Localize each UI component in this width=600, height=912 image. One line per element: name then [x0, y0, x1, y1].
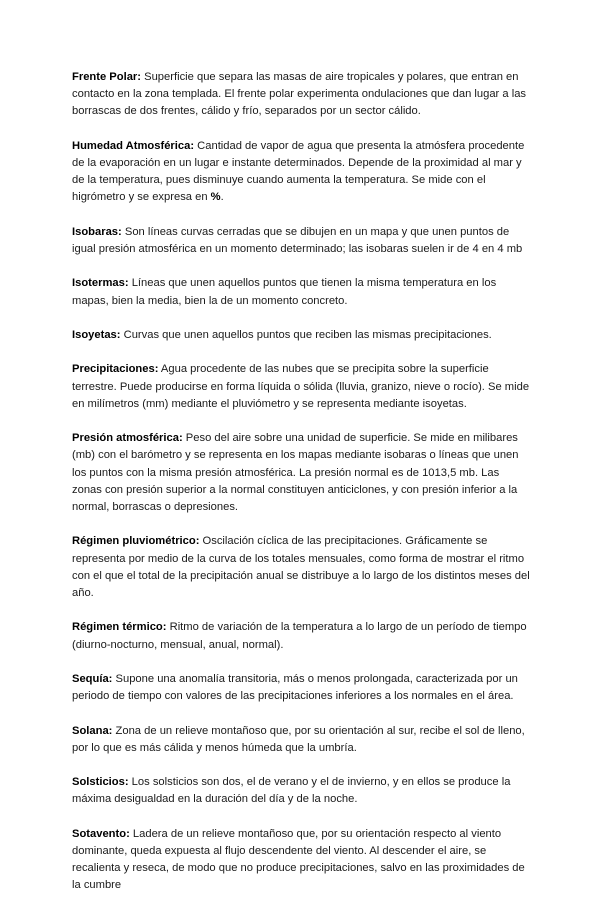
- glossary-entry-isoyetas: [72, 327, 532, 344]
- glossary-definition: Oscilación cíclica de las precipitaciones. Gráficamente se representa por medio de la curva de los totales mensuales, como forma de mostrar el ritmo con el que el total de la precipitación anual se distribuye a lo largo de los distintos meses del año.: [72, 535, 530, 599]
- glossary-entry-solana: [72, 723, 532, 757]
- glossary-term: Presión atmosférica:: [72, 432, 183, 445]
- glossary-term: Régimen pluviométrico:: [72, 535, 200, 548]
- glossary-entry-frente-polar: [72, 69, 532, 121]
- glossary-entry-isobaras: [72, 224, 532, 258]
- glossary-definition: Son líneas curvas cerradas que se dibujen en un mapa y que unen puntos de igual presión atmosférica en un momento determinado; las isobaras suelen ir de 4 en 4 mb: [72, 225, 523, 255]
- glossary-term: Sequía:: [72, 672, 113, 685]
- glossary-entry-solsticios: [72, 774, 532, 808]
- glossary-definition: Ladera de un relieve montañoso que, por su orientación respecto al viento dominante, queda expuesta al flujo descendente del viento. Al descender el aire, se recalienta y reseca, de modo que no produce precipitaciones, salvo en las proximidades de la cumbre: [72, 827, 525, 892]
- glossary-definition: Los solsticios son dos, el de verano y el de invierno, y en ellos se produce la máxima desigualdad en la duración del día y de la noche.: [72, 776, 511, 806]
- glossary-term: Solana:: [72, 724, 113, 737]
- glossary-definition: Ritmo de variación de la temperatura a lo largo de un período de tiempo (diurno-nocturno, mensual, anual, normal).: [72, 621, 527, 651]
- glossary-entry-sequia: [72, 671, 532, 705]
- glossary-entry-isotermas: [72, 275, 532, 309]
- glossary-term: Precipitaciones:: [72, 363, 159, 376]
- glossary-term: Humedad Atmosférica:: [72, 139, 195, 152]
- glossary-term: Frente Polar:: [72, 71, 142, 83]
- glossary-entry-precipitaciones: [72, 361, 532, 413]
- percent-symbol: %: [210, 191, 221, 204]
- glossary-entry-sotavento: [72, 826, 532, 895]
- glossary-definition: Peso del aire sobre una unidad de superficie. Se mide en milibares (mb) con el barómetro y se representa en los mapas mediante isobaras o líneas que unen los puntos con la misma presión atmosférica. La presión normal es de 1013,5 mb. Las zonas con presión superior a la normal constituyen anticiclones, y con presión inferior a la normal, borrascas o depresiones.: [72, 432, 519, 513]
- glossary-definition: Agua procedente de las nubes que se precipita sobre la superficie terrestre. Puede producirse en forma líquida o sólida (lluvia, granizo, nieve o rocío). Se mide en milímetros (mm) mediante el pluviómetro y se representa mediante isoyetas.: [72, 363, 530, 410]
- glossary-definition: Líneas que unen aquellos puntos que tienen la misma temperatura en los mapas, bien la media, bien la de un momento concreto.: [72, 277, 497, 307]
- glossary-definition: Curvas que unen aquellos puntos que reciben las mismas precipitaciones.: [120, 328, 492, 341]
- glossary-definition: Superficie que separa las masas de aire tropicales y polares, que entran en contacto en la zona templada. El frente polar experimenta ondulaciones que dan lugar a las borrascas de dos frentes, cálido y frío, separados por un sector cálido.: [72, 71, 527, 118]
- glossary-definition-end: .: [220, 191, 224, 204]
- glossary-entry-regimen-termico: [72, 619, 532, 653]
- glossary-term: Solsticios:: [72, 776, 129, 789]
- glossary-entry-presion-atmosferica: [72, 430, 532, 516]
- glossary-entry-humedad-atmosferica: [72, 138, 532, 207]
- glossary-term: Isotermas:: [72, 277, 129, 290]
- glossary-definition: Supone una anomalía transitoria, más o menos prolongada, caracterizada por un periodo de tiempo con valores de las precipitaciones inferiores a los normales en el área.: [72, 672, 518, 703]
- glossary-definition: Cantidad de vapor de agua que presenta la atmósfera procedente de la evaporación en un lugar e instante determinados. Depende de la proximidad al mar y de la temperatura, pues disminuye cuando aumenta la temperatura. Se mide con el higrómetro y se expresa en: [72, 139, 525, 204]
- glossary-term: Sotavento:: [72, 827, 130, 840]
- glossary-definition: Zona de un relieve montañoso que, por su orientación al sur, recibe el sol de lleno, por lo que es más cálida y menos húmeda que la umbría.: [72, 724, 525, 754]
- glossary-term: Régimen térmico:: [72, 621, 167, 634]
- glossary-entry-regimen-pluviometrico: [72, 533, 532, 602]
- glossary-term: Isobaras:: [72, 225, 122, 238]
- glossary-page: [72, 69, 532, 912]
- glossary-term: Isoyetas:: [72, 328, 121, 341]
